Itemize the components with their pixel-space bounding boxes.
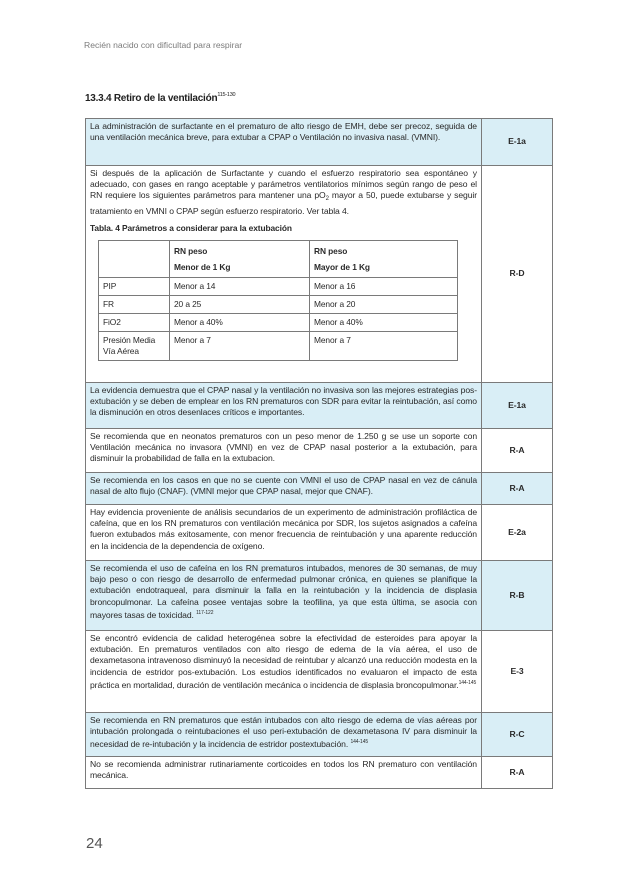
param-high: Menor a 20: [310, 296, 458, 314]
row-text-cell: [86, 166, 482, 383]
row-text: La evidencia demuestra que el CPAP nasal y la ventilación no invasiva son las mejores estrategias pos-extubación y se deben de emplear en los RN prematuros con SDR para evitar la reintubación, así como la disminución en otros desenlaces críticos e importantes.: [86, 383, 482, 429]
row-level: R-A: [482, 473, 553, 505]
table-row: [86, 429, 553, 473]
row-text: Se recomienda en RN prematuros que están intubados con alto riesgo de edema de vías aéreas por intubación prolongada o reintubaciones el uso peri-extubación de dexametasona IV para disminuir la necesidad de re-intubación y la incidencia de estridor postextubación.: [90, 715, 477, 750]
inner-table-title: Tabla. 4 Parámetros a considerar para la extubación: [90, 222, 292, 233]
param-low: 20 a 25: [170, 296, 310, 314]
inner-table-header-row: [99, 241, 458, 278]
inner-header-low-weight: [170, 241, 310, 278]
row-level: R-A: [482, 429, 553, 473]
inner-header-low-line1: RN peso: [174, 246, 208, 257]
table-row: [86, 561, 553, 631]
table-row: [86, 166, 553, 383]
param-low: Menor a 7: [170, 332, 310, 361]
table-row: [86, 631, 553, 713]
param-high: Menor a 40%: [310, 314, 458, 332]
row-text: Se encontró evidencia de calidad heterogénea sobre la efectividad de esteroides para apoyar la extubación. En prematuros ventilados con alto riesgo de edema de la vía aérea, el uso de dexametasona intravenoso disminuyó la necesidad de reintubar y alcanzó una reducción modesta en la incidencia de estridor pos-extubación. Los estudios identificados no evaluaron el impacto de esta práctica en mortalidad, duración de ventilación mecánica o incidencia de displasia broncopulmonar.: [90, 633, 477, 690]
row-level: E-3: [482, 631, 553, 713]
row-text-cell: [86, 713, 482, 757]
inner-header-empty: [99, 241, 170, 278]
row-text: No se recomienda administrar rutinariamente corticoides en todos los RN prematuro con ventilación mecánica.: [86, 757, 482, 789]
param-name: PIP: [99, 278, 170, 296]
table-row: [86, 473, 553, 505]
param-name: Presión Media Vía Aérea: [99, 332, 170, 361]
inner-table-row: [99, 296, 458, 314]
row-level: R-B: [482, 561, 553, 631]
row-text: Se recomienda que en neonatos prematuros con un peso menor de 1.250 g se use un soporte con Ventilación mecánica no invasora (VMNI) en vez de CPAP nasal posterior a la extubación, para disminuir la probabilidad de falla en la extubacion.: [86, 429, 482, 473]
param-high: Menor a 7: [310, 332, 458, 361]
row-level: E-1a: [482, 383, 553, 429]
row-refs: 144-145: [458, 679, 477, 686]
param-name: FR: [99, 296, 170, 314]
table-row: [86, 119, 553, 166]
table-row: [86, 505, 553, 561]
param-low: Menor a 14: [170, 278, 310, 296]
po2-subscript: 2: [325, 196, 329, 203]
row-text-cell: [86, 561, 482, 631]
running-header: Recién nacido con dificultad para respirar: [84, 40, 243, 50]
row-text-cont: mayor a 50, puede extubarse y seguir tratamiento en VMNI o CPAP según esfuerzo respiratorio. Ver tabla 4.: [90, 190, 477, 216]
row-refs: 144-145: [350, 739, 369, 746]
inner-table-row: [99, 332, 458, 361]
row-level: E-2a: [482, 505, 553, 561]
inner-header-high-weight: [310, 241, 458, 278]
row-refs: 117-122: [196, 609, 214, 616]
row-text: Se recomienda en los casos en que no se cuente con VMNI el uso de CPAP nasal en vez de cánula nasal de alto flujo (CNAF). (VMNI mejor que CPAP nasal, mejor que CNAF).: [86, 473, 482, 505]
row-level: R-A: [482, 757, 553, 789]
inner-table-row: [99, 314, 458, 332]
row-text: Hay evidencia proveniente de análisis secundarios de un experimento de administración profiláctica de cafeína, que en los RN prematuros con ventilación mecánica por SDR, los sujetos asignados a cafeína fueron extubados más exitosamente, con menor frecuencia de reintubación y una aparente reducción en la incidencia de la dependencia de oxígeno.: [86, 505, 482, 561]
table-row: [86, 757, 553, 789]
row-text: Si después de la aplicación de Surfactante y cuando el esfuerzo respiratorio sea espontáneo y adecuado, con gases en rango aceptable y parámetros ventilatorios mínimos según rango de peso el RN requiere los siguientes parámetros para mantener una pO: [90, 168, 477, 201]
page-number: 24: [86, 835, 103, 852]
param-low: Menor a 40%: [170, 314, 310, 332]
row-text: Se recomienda el uso de cafeína en los RN prematuros intubados, menores de 30 semanas, de muy bajo peso o con riesgo de desarrollo de enfermedad pulmonar crónica, en quienes se planifique la extubación endotraqueal, para disminuir la falla en la reintubación y la incidencia de displasia broncopulmonar. La cafeína posee ventajas sobre la teofilina, ya que esta última, se asocia con mayores tasas de toxicidad.: [90, 563, 477, 620]
section-title: [85, 92, 235, 104]
section-title-text: 13.3.4 Retiro de la ventilación: [85, 93, 218, 104]
param-high: Menor a 16: [310, 278, 458, 296]
extubation-parameters-table: [98, 240, 458, 361]
table-row: [86, 383, 553, 429]
row-level: R-C: [482, 713, 553, 757]
row-level: R-D: [482, 166, 553, 383]
row-text-cell: [86, 631, 482, 713]
inner-header-high-line1: RN peso: [314, 246, 348, 257]
inner-header-low-line2: Menor de 1 Kg: [174, 262, 231, 273]
table-row: [86, 713, 553, 757]
recommendations-table: [85, 118, 553, 789]
row-text: La administración de surfactante en el prematuro de alto riesgo de EMH, debe ser precoz, seguida de una ventilación mecánica breve, para extubar a CPAP o Ventilación no invasiva nasal. (VMNI).: [86, 119, 482, 166]
row-level: E-1a: [482, 119, 553, 166]
inner-table-row: [99, 278, 458, 296]
inner-header-high-line2: Mayor de 1 Kg: [314, 262, 370, 273]
section-title-refs: 115-130: [217, 92, 236, 98]
param-name: FiO2: [99, 314, 170, 332]
